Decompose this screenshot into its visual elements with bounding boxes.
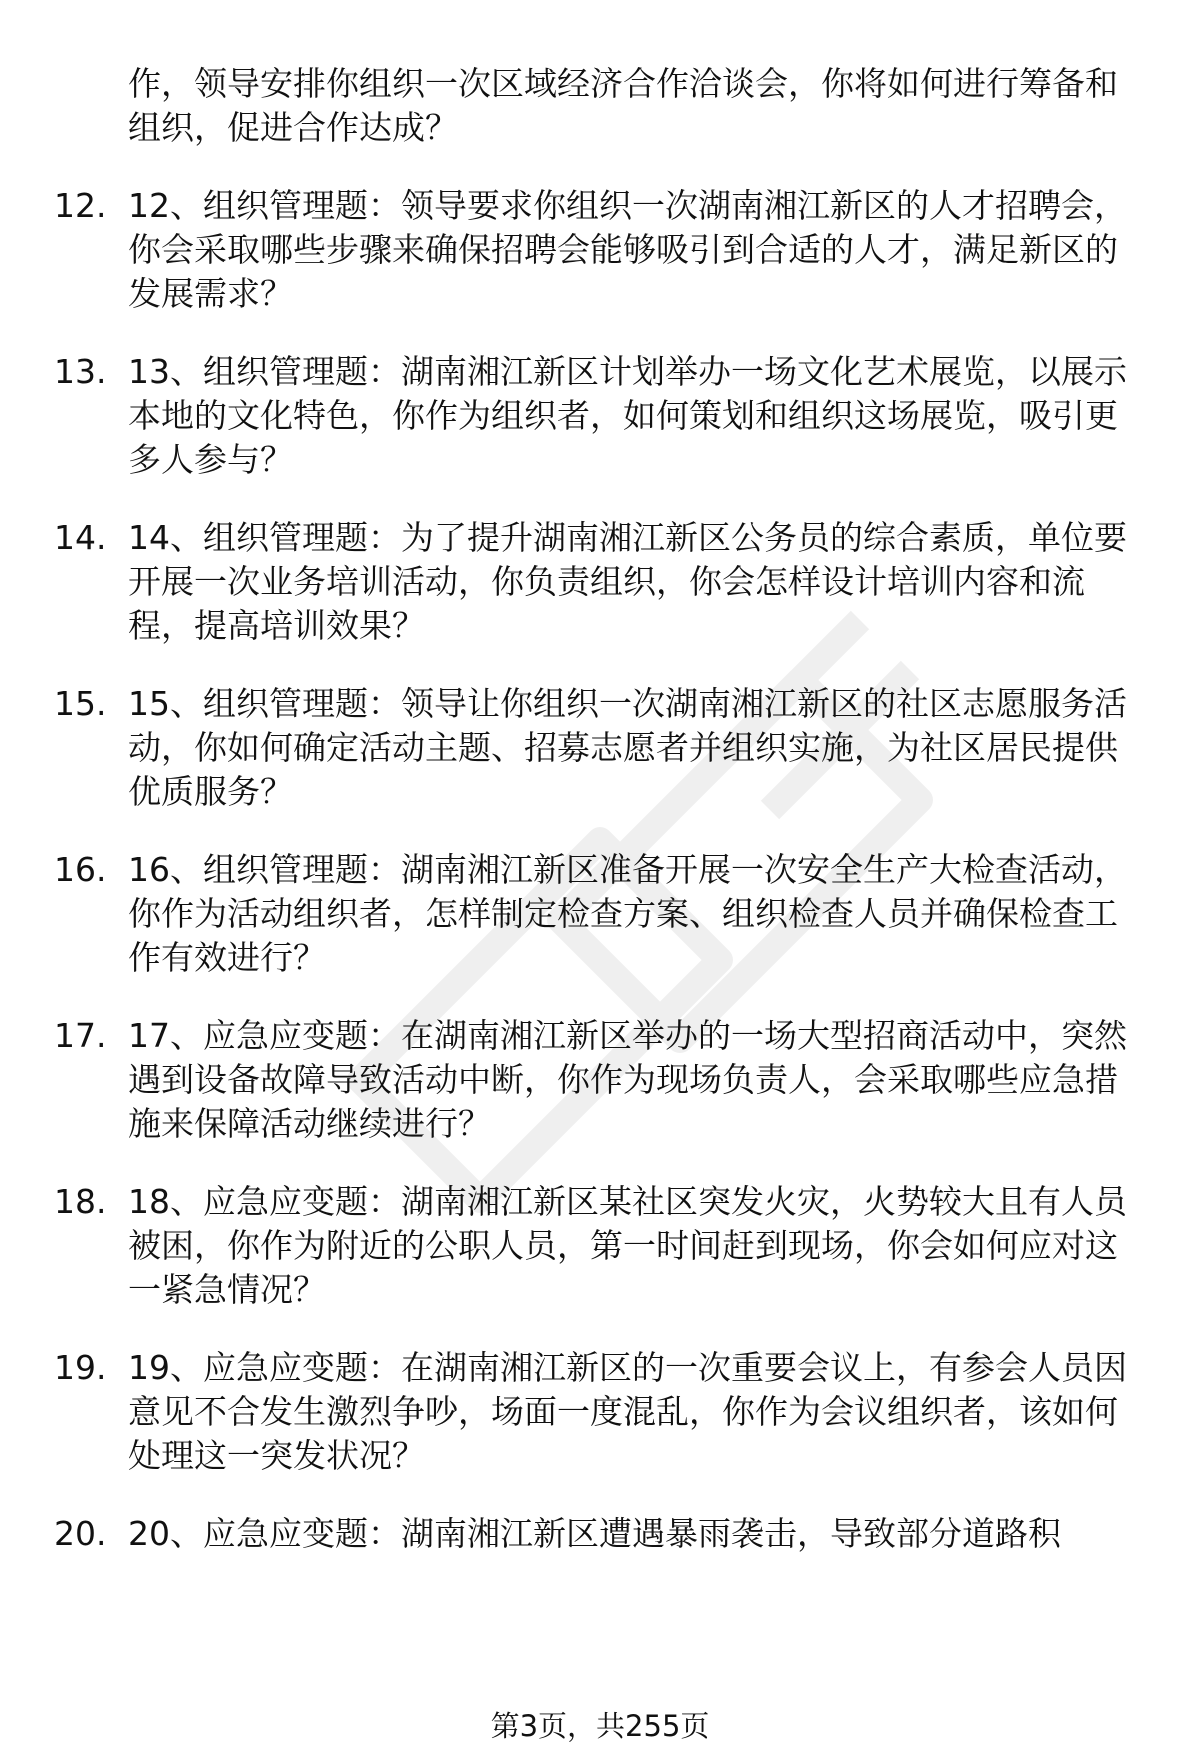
question-text: 18、应急应变题：湖南湘江新区某社区突发火灾，火势较大且有人员被困，你作为附近的公职人员，第一时间赶到现场，你会如何应对这一紧急情况？	[128, 1182, 1127, 1309]
list-item	[0, 682, 1200, 814]
question-text: 20、应急应变题：湖南湘江新区遭遇暴雨袭击，导致部分道路积	[128, 1514, 1061, 1553]
question-text: 16、组织管理题：湖南湘江新区准备开展一次安全生产大检查活动，你作为活动组织者，怎样制定检查方案、组织检查人员并确保检查工作有效进行？	[128, 850, 1127, 977]
question-text: 14、组织管理题：为了提升湖南湘江新区公务员的综合素质，单位要开展一次业务培训活动，你负责组织，你会怎样设计培训内容和流程，提高培训效果？	[128, 518, 1127, 645]
question-number: 16.	[54, 850, 107, 889]
list-item	[0, 1180, 1200, 1312]
question-number: 18.	[54, 1182, 107, 1221]
list-item	[0, 350, 1200, 482]
question-list	[0, 62, 1200, 1590]
list-item	[0, 1512, 1200, 1556]
list-item	[0, 184, 1200, 316]
question-number: 15.	[54, 684, 107, 723]
question-text: 19、应急应变题：在湖南湘江新区的一次重要会议上，有参会人员因意见不合发生激烈争吵，场面一度混乱，你作为会议组织者，该如何处理这一突发状况？	[128, 1348, 1127, 1475]
list-item-continuation	[0, 62, 1200, 150]
question-text: 15、组织管理题：领导让你组织一次湖南湘江新区的社区志愿服务活动，你如何确定活动主题、招募志愿者并组织实施，为社区居民提供优质服务？	[128, 684, 1127, 811]
question-number: 20.	[54, 1514, 107, 1553]
list-item	[0, 1346, 1200, 1478]
list-item	[0, 1014, 1200, 1146]
question-text: 12、组织管理题：领导要求你组织一次湖南湘江新区的人才招聘会，你会采取哪些步骤来确保招聘会能够吸引到合适的人才，满足新区的发展需求？	[128, 186, 1127, 313]
question-number: 19.	[54, 1348, 107, 1387]
list-item	[0, 848, 1200, 980]
question-text: 17、应急应变题：在湖南湘江新区举办的一场大型招商活动中，突然遇到设备故障导致活动中断，你作为现场负责人，会采取哪些应急措施来保障活动继续进行？	[128, 1016, 1127, 1143]
question-text: 作，领导安排你组织一次区域经济合作洽谈会，你将如何进行筹备和组织，促进合作达成？	[128, 64, 1118, 147]
question-number: 14.	[54, 518, 107, 557]
list-item	[0, 516, 1200, 648]
page-footer: 第3页，共255页	[490, 1709, 710, 1743]
question-text: 13、组织管理题：湖南湘江新区计划举办一场文化艺术展览，以展示本地的文化特色，你作为组织者，如何策划和组织这场展览，吸引更多人参与？	[128, 352, 1127, 479]
question-number: 17.	[54, 1016, 107, 1055]
question-number: 12.	[54, 186, 107, 225]
question-number: 13.	[54, 352, 107, 391]
